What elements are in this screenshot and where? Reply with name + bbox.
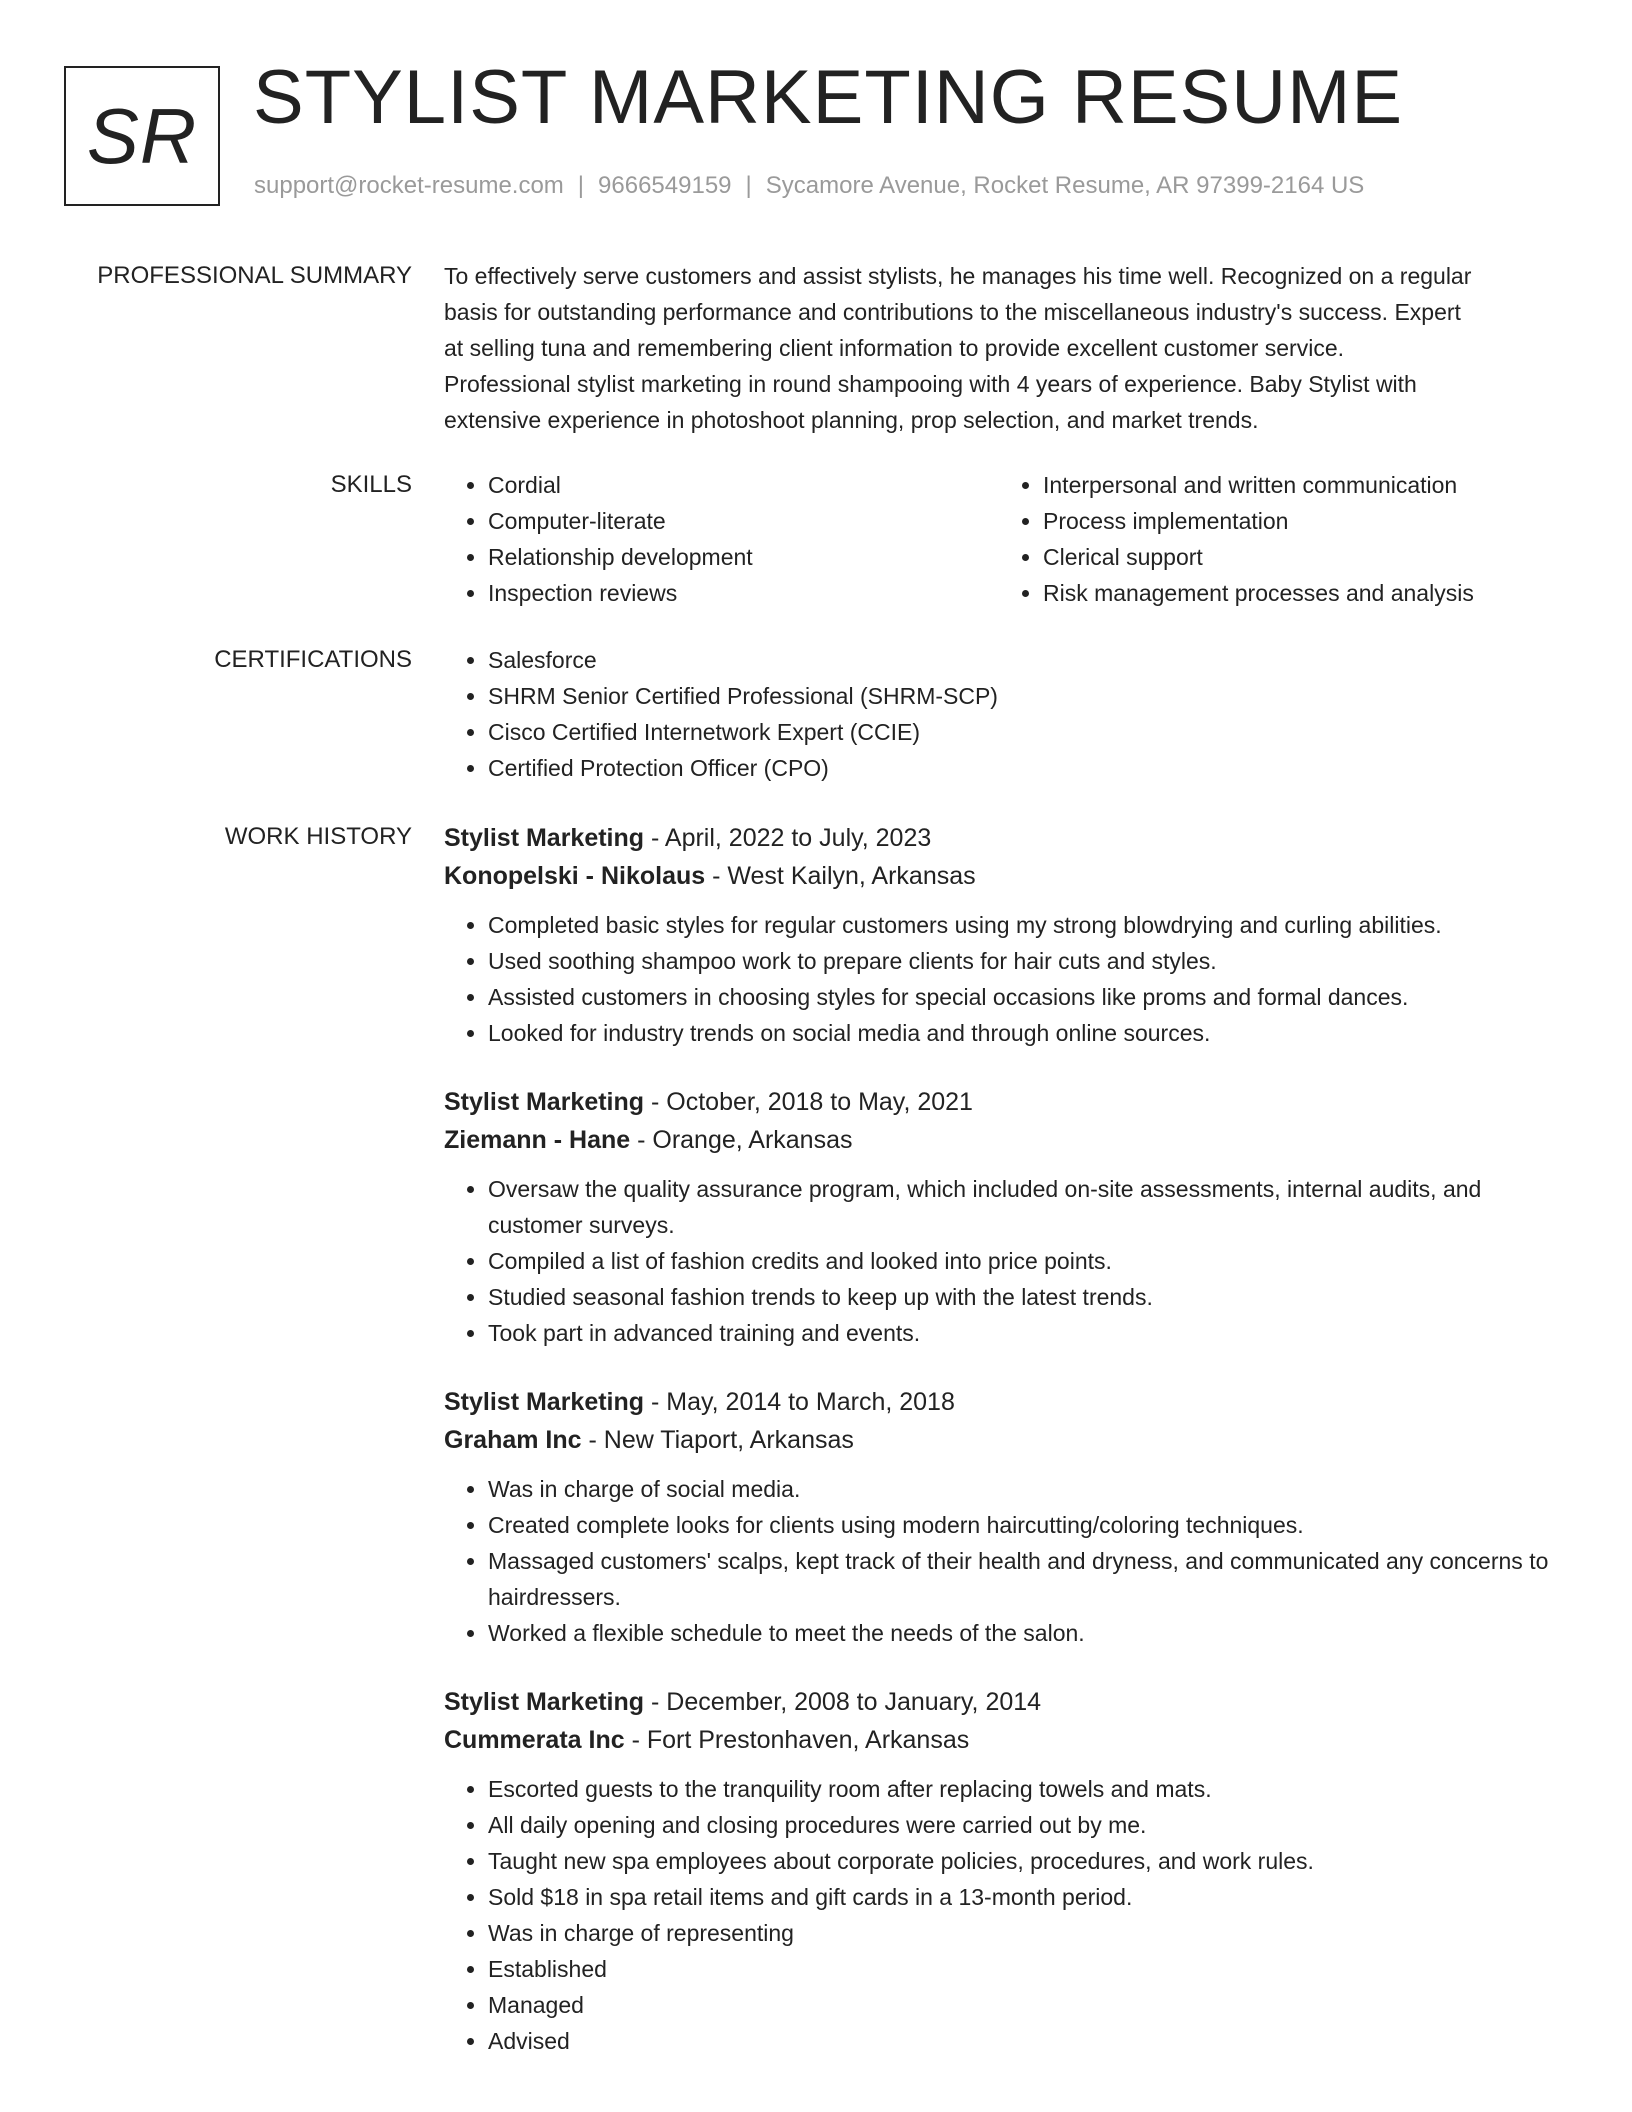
job-company: Cummerata Inc	[444, 1726, 625, 1754]
job-dates: - April, 2022 to July, 2023	[644, 824, 932, 852]
job-title: Stylist Marketing	[444, 824, 645, 852]
contact-phone[interactable]: 9666549159	[598, 172, 732, 199]
certifications-body	[444, 642, 1554, 786]
job-company: Ziemann - Hane	[444, 1126, 631, 1154]
skills-list-left	[444, 467, 999, 611]
summary-line: at selling tuna and remembering client information to provide excellent customer service.	[444, 335, 1344, 361]
certification-item: • Cisco Certified Internetwork Expert (CCIE)	[488, 714, 1554, 750]
section-label-summary: PROFESSIONAL SUMMARY	[97, 262, 412, 289]
contact-separator: |	[745, 172, 752, 199]
certification-item: • Certified Protection Officer (CPO)	[488, 750, 1554, 786]
job-location: - Fort Prestonhaven, Arkansas	[624, 1726, 970, 1754]
job-bullets	[444, 907, 1554, 1051]
job-dates: - May, 2014 to March, 2018	[644, 1388, 955, 1416]
job-company-line	[444, 1421, 1554, 1459]
certification-item: • Salesforce	[488, 642, 1554, 678]
certification-item: • SHRM Senior Certified Professional (SHRM-SCP)	[488, 678, 1554, 714]
job-dates: - December, 2008 to January, 2014	[644, 1688, 1042, 1716]
job-company-line	[444, 857, 1554, 895]
skill-item: • Interpersonal and written communication	[1043, 467, 1554, 503]
contact-email[interactable]: support@rocket-resume.com	[254, 172, 564, 199]
job-location: - New Tiaport, Arkansas	[581, 1426, 854, 1454]
job-entry	[444, 819, 1554, 1051]
job-entry	[444, 1383, 1554, 1651]
job-bullet: • Looked for industry trends on social media and through online sources.	[488, 1015, 1554, 1051]
skill-item: • Computer-literate	[488, 503, 999, 539]
section-label-certifications: CERTIFICATIONS	[214, 646, 412, 673]
skills-list-right	[999, 467, 1554, 611]
job-bullet: • Managed	[488, 1987, 1554, 2023]
job-entry	[444, 1683, 1554, 2059]
job-bullet: • Worked a flexible schedule to meet the needs of the salon.	[488, 1615, 1554, 1651]
summary-line: Professional stylist marketing in round shampooing with 4 years of experience. Baby Stylist with	[444, 371, 1417, 397]
job-bullet: • Assisted customers in choosing styles for special occasions like proms and formal dances.	[488, 979, 1554, 1015]
job-bullet: • Took part in advanced training and events.	[488, 1315, 1554, 1351]
job-title: Stylist Marketing	[444, 1088, 645, 1116]
summary-line: extensive experience in photoshoot planning, prop selection, and market trends.	[444, 407, 1259, 433]
skill-item: • Inspection reviews	[488, 575, 999, 611]
contact-address: Sycamore Avenue, Rocket Resume, AR 97399-2164 US	[765, 172, 1365, 199]
contact-line	[254, 172, 1364, 200]
skill-item: • Cordial	[488, 467, 999, 503]
job-company-line	[444, 1721, 1554, 1759]
resume-title: STYLIST MARKETING RESUME	[253, 55, 1404, 140]
section-label-work-history: WORK HISTORY	[224, 823, 412, 850]
job-company: Graham Inc	[444, 1426, 582, 1454]
job-company-line	[444, 1121, 1554, 1159]
job-title-line	[444, 1683, 1554, 1721]
job-bullet: • Created complete looks for clients using modern haircutting/coloring techniques.	[488, 1507, 1554, 1543]
job-location: - Orange, Arkansas	[630, 1126, 853, 1154]
skill-item: • Process implementation	[1043, 503, 1554, 539]
job-bullet: • Was in charge of social media.	[488, 1471, 1554, 1507]
job-bullet: • Sold $18 in spa retail items and gift cards in a 13-month period.	[488, 1879, 1554, 1915]
job-title-line	[444, 1383, 1554, 1421]
job-location: - West Kailyn, Arkansas	[705, 862, 976, 890]
job-bullet: • Escorted guests to the tranquility room after replacing towels and mats.	[488, 1771, 1554, 1807]
job-bullet: • Established	[488, 1951, 1554, 1987]
job-bullet: • Taught new spa employees about corporate policies, procedures, and work rules.	[488, 1843, 1554, 1879]
job-bullets	[444, 1771, 1554, 2059]
job-bullet: • Studied seasonal fashion trends to keep up with the latest trends.	[488, 1279, 1554, 1315]
section-label-skills: SKILLS	[330, 471, 412, 498]
job-bullets	[444, 1171, 1554, 1351]
contact-separator: |	[577, 172, 585, 199]
job-bullet: • Completed basic styles for regular customers using my strong blowdrying and curling abilities.	[488, 907, 1554, 943]
summary-line: To effectively serve customers and assist stylists, he manages his time well. Recognized on a regular	[444, 263, 1472, 289]
job-bullet: • Massaged customers' scalps, kept track of their health and dryness, and communicated any concerns to hairdressers.	[488, 1543, 1554, 1615]
skill-item: • Risk management processes and analysis	[1043, 575, 1554, 611]
job-entry	[444, 1083, 1554, 1351]
job-title: Stylist Marketing	[444, 1388, 645, 1416]
job-dates: - October, 2018 to May, 2021	[644, 1088, 973, 1116]
job-title: Stylist Marketing	[444, 1688, 645, 1716]
skills-grid	[444, 467, 1554, 611]
skill-item: • Clerical support	[1043, 539, 1554, 575]
job-title-line	[444, 1083, 1554, 1121]
certifications-list	[444, 642, 1554, 786]
job-bullet: • Compiled a list of fashion credits and looked into price points.	[488, 1243, 1554, 1279]
job-bullet: • Oversaw the quality assurance program, which included on-site assessments, internal audits, and customer surveys.	[488, 1171, 1554, 1243]
job-bullet: • Used soothing shampoo work to prepare clients for hair cuts and styles.	[488, 943, 1554, 979]
job-bullet: • Advised	[488, 2023, 1554, 2059]
monogram-logo: SR	[64, 66, 220, 206]
job-bullets	[444, 1471, 1554, 1651]
summary-line: basis for outstanding performance and contributions to the miscellaneous industry's success. Expert	[444, 299, 1461, 325]
job-title-line	[444, 819, 1554, 857]
job-bullet: • All daily opening and closing procedures were carried out by me.	[488, 1807, 1554, 1843]
skill-item: • Relationship development	[488, 539, 999, 575]
job-bullet: • Was in charge of representing	[488, 1915, 1554, 1951]
work-history-body	[444, 819, 1554, 2091]
job-company: Konopelski - Nikolaus	[444, 862, 706, 890]
summary-text	[444, 258, 1554, 438]
